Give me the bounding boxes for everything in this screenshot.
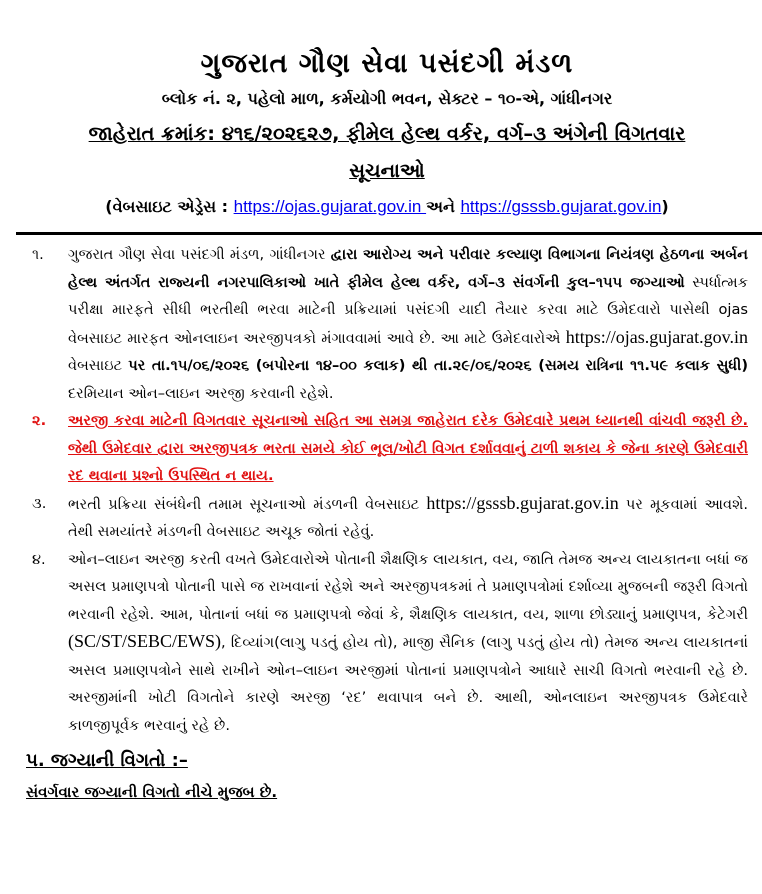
bold-run: દ્વારા આરોગ્ય અને પરીવાર કલ્યાણ વિભાગના નિયંત્રણ હેઠળના અર્બન હેલ્થ અંતર્ગત રાજ્યની નગરપાલિકાઓ ખાતે ફીમેલ હેલ્થ વર્કર, વર્ગ–૩ સંવર્ગની કુલ–૧૫૫ જગ્યાઓ: [68, 246, 748, 291]
item-text: [68, 546, 748, 740]
website-and: અને: [426, 197, 461, 216]
text-run: ગુજરાત ગૌણ સેવા પસંદગી મંડળ, ગાંધીનગર: [68, 246, 331, 263]
section-5-heading: ૫. જગ્યાની વિગતો :–: [26, 750, 188, 771]
website-line: [26, 194, 748, 220]
website-suffix: ): [661, 197, 669, 216]
item-number: ૨.: [32, 412, 47, 429]
item-text: [68, 490, 748, 546]
text-run: ભરતી પ્રક્રિયા સંબંધેની તમામ સૂચનાઓ મંડળની વેબસાઇટ: [68, 495, 427, 513]
org-address: બ્લોક નં. ૨, પહેલો માળ, કર્મયોગી ભવન, સેક્ટર – ૧૦-એ, ગાંધીનગર: [161, 89, 613, 108]
item-text: [68, 241, 748, 407]
divider: [16, 232, 762, 235]
advertisement-title: [26, 118, 748, 150]
instruction-3: [26, 490, 748, 546]
text-run: સ્પર્ધાત્મક પરીક્ષા મારફતે સીધી ભરતીથી ભરવા માટેની પ્રક્રિયામાં પસંદગી યાદી તૈયાર કરવા માટે ઉમેદવારો પાસેથી ojas વેબસાઇટ મારફત ઓનલાઇન અરજીપત્રકો મંગાવવામાં આવે છે. આ માટે ઉમેદવારોએ: [68, 273, 748, 347]
section-5-subheading: સંવર્ગવાર જગ્યાની વિગતો નીચે મુજબ છે.: [26, 783, 278, 801]
gsssb-url: https://gsssb.gujarat.gov.in: [426, 492, 619, 513]
org-name: ગુજરાત ગૌણ સેવા પસંદગી મંડળ: [200, 48, 574, 79]
date-range: પર તા.૧૫/૦૬/૨૦૨૬ (બપોરના ૧૪–૦૦ કલાક) થી તા.૨૯/૦૬/૨૦૨૬ (સમય રાત્રિના ૧૧.૫૯ કલાક સુધી): [128, 357, 748, 374]
header: [26, 0, 748, 220]
notice-heading: સૂચનાઓ: [349, 159, 425, 182]
category-text: (SC/ST/SEBC/EWS): [68, 631, 222, 651]
text-run: ઓન–લાઇન અરજી કરતી વખતે ઉમેદવારોએ પોતાની શૈક્ષણિક લાયકાત, વય, જાતિ તેમજ અન્ય લાયકાતના બધાં જ અસલ પ્રમાણપત્રો પોતાની પાસે જ રાખવાનાં રહેશે અને અરજીપત્રકમાં તે પ્રમાણપત્રોમાં દર્શાવ્યા મુજબની જરૂરી વિગતો ભરવાની રહેશે. આમ, પોતાનાં બધાં જ પ્રમાણપત્રો જેવાં કે, શૈક્ષણિક લાયકાત, વય, શાળા છોડ્યાનું પ્રમાણપત્ર, કેટેગરી: [68, 550, 748, 623]
item-number: ૪.: [32, 550, 46, 568]
text-run: વેબસાઇટ: [68, 357, 129, 374]
ojas-link[interactable]: https://ojas.gujarat.gov.in: [233, 197, 427, 216]
advertisement-title-text: જાહેરાત ક્રમાંક: ૪૧૬/૨૦૨૬૨૭, ફીમેલ હેલ્થ વર્કર, વર્ગ–૩ અંગેની વિગતવાર: [88, 122, 686, 145]
instruction-4: [26, 546, 748, 740]
instruction-list: [26, 241, 748, 739]
instruction-1: [26, 241, 748, 407]
ojas-url: https://ojas.gujarat.gov.in: [565, 326, 748, 347]
text-run: દરમિયાન ઓન–લાઇન અરજી કરવાની રહેશે.: [68, 384, 334, 402]
item-number: ૩.: [32, 494, 47, 512]
text-run: પર મૂકવામાં આવશે. તેથી સમયાંતરે મંડળની વેબસાઇટ અચૂક જોતાં રહેવું.: [68, 495, 748, 540]
website-prefix: (વેબસાઇટ એડ્રેસ :: [105, 197, 234, 216]
text-run: , દિવ્યાંગ(લાગુ પડતું હોય તો), માજી સૈનિક (લાગુ પડતું હોય તો) તેમજ અન્ય લાયકાતનાં અસલ પ્રમાણપત્રોને સાથે રાખીને ઓન–લાઇન અરજીમાં પોતાનાં પ્રમાણપત્રોને આધારે સાચી વિગતો ભરવાની રહે છે. અરજીમાંની ખોટી વિગતોને કારણે અરજી ‘રદ’ થવાપાત્ર બને છે. આથી, ઓનલાઇન અરજીપત્રક ઉમેદવારે કાળજીપૂર્વક ભરવાનું રહે છે.: [68, 634, 748, 734]
item-text-warning: અરજી કરવા માટેની વિગતવાર સૂચનાઓ સહિત આ સમગ્ર જાહેરાત દરેક ઉમેદવારે પ્રથમ ધ્યાનથી વાંચવી જરૂરી છે. જેથી ઉમેદવાર દ્વારા અરજીપત્રક ભરતા સમયે કોઈ ભૂલ/ખોટી વિગત દર્શાવવાનું ટાળી શકાય કે જેના કારણે ઉમેદવારી રદ થવાના પ્રશ્નો ઉપસ્થિત ન થાય.: [68, 412, 748, 484]
gsssb-link[interactable]: https://gsssb.gujarat.gov.in: [460, 197, 662, 216]
item-number: ૧.: [32, 246, 44, 263]
instruction-2: [26, 407, 748, 490]
